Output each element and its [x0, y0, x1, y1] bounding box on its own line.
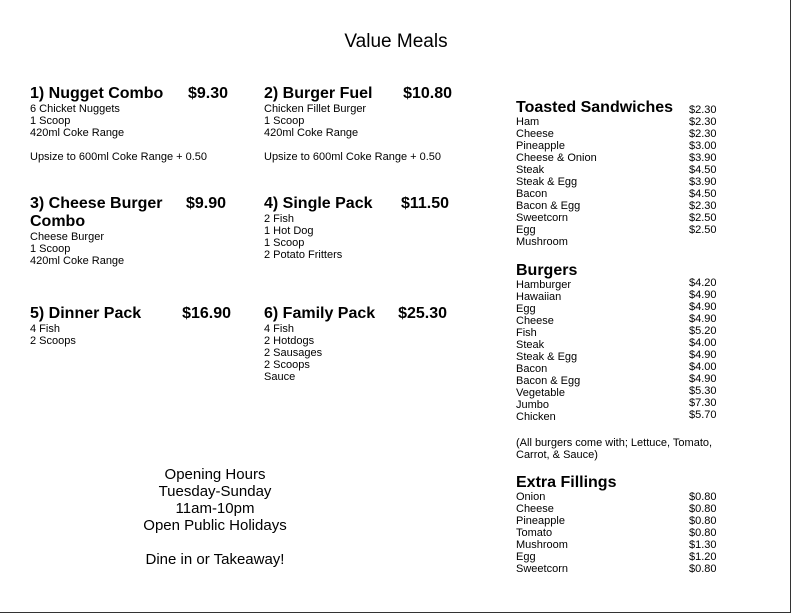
menu-item-name: Hawaiian — [516, 291, 562, 303]
meal-4-price: $11.50 — [400, 195, 449, 212]
meal-2-upsize: Upsize to 600ml Coke Range + 0.50 — [264, 151, 442, 163]
toasted-sandwiches-title: Toasted Sandwiches — [516, 99, 674, 116]
meal-4 — [264, 195, 449, 261]
menu-item-price: $2.30 — [689, 116, 717, 128]
menu-item-price: $4.00 — [689, 337, 717, 349]
menu-item-name: Sweetcorn — [516, 212, 568, 224]
meal-item: 1 Scoop — [30, 243, 71, 255]
menu-item-price: $2.30 — [689, 104, 717, 116]
meal-2-name: 2) Burger Fuel — [264, 85, 373, 102]
menu-item-name: Steak — [516, 339, 545, 351]
meal-item: 1 Hot Dog — [264, 225, 314, 237]
menu-item-name: Hamburger — [516, 279, 572, 291]
menu-item-name: Pineapple — [516, 140, 565, 152]
toasted-sandwiches-section — [516, 99, 718, 248]
meal-item: 1 Scoop — [264, 237, 305, 249]
meal-6-header — [264, 305, 447, 323]
menu-item-price: $5.30 — [689, 385, 717, 397]
menu-item-name: Bacon — [516, 363, 548, 375]
menu-item-price: $7.30 — [689, 397, 717, 409]
menu-item-price: $0.80 — [689, 563, 717, 575]
meal-2 — [264, 85, 452, 163]
meal-1-header — [30, 85, 228, 103]
meal-2-header — [264, 85, 452, 103]
menu-item-price: $2.30 — [689, 200, 717, 212]
meal-item: 2 Scoops — [30, 335, 76, 347]
menu-item-name: Steak & Egg — [516, 351, 578, 363]
meal-6-price: $25.30 — [398, 305, 447, 322]
menu-item-name: Bacon & Egg — [516, 200, 581, 212]
menu-item-name: Bacon — [516, 188, 548, 200]
menu-item-name: Mushroom — [516, 539, 568, 551]
menu-item-price: $4.90 — [689, 313, 717, 325]
menu-item-name: Tomato — [516, 527, 553, 539]
menu-item-name: Egg — [516, 224, 536, 236]
meal-item: 420ml Coke Range — [30, 127, 125, 139]
menu-item-name: Bacon & Egg — [516, 375, 581, 387]
menu-item-name: Cheese — [516, 315, 554, 327]
menu-item-name: Ham — [516, 116, 540, 128]
menu-item-price: $0.80 — [689, 527, 717, 539]
meal-item: 2 Scoops — [264, 359, 310, 371]
menu-item-price: $4.90 — [689, 289, 717, 301]
menu-item-price: $5.70 — [689, 409, 717, 421]
page-title: Value Meals — [344, 31, 448, 52]
menu-item-price: $4.00 — [689, 361, 717, 373]
filling-items — [516, 491, 568, 575]
menu-item-price: $3.00 — [689, 140, 717, 152]
meal-1-name: 1) Nugget Combo — [30, 85, 164, 102]
dine-in-takeaway: Dine in or Takeaway! — [145, 551, 285, 568]
meal-3-header — [30, 195, 226, 231]
menu-item-price: $4.90 — [689, 373, 717, 385]
meal-item: 420ml Coke Range — [264, 127, 359, 139]
menu-item-price: $4.20 — [689, 277, 717, 289]
meal-item: 1 Scoop — [264, 115, 305, 127]
hours-time: 11am-10pm — [175, 500, 255, 517]
meal-item: 4 Fish — [264, 323, 294, 335]
meal-6 — [264, 305, 447, 383]
meal-item: Chicken Fillet Burger — [264, 103, 367, 115]
menu-item-name: Cheese — [516, 128, 554, 140]
meal-item: 1 Scoop — [30, 115, 71, 127]
menu-item-name: Steak — [516, 164, 545, 176]
menu-item-name: Steak & Egg — [516, 176, 578, 188]
menu-item-name: Sweetcorn — [516, 563, 568, 575]
meal-item: 420ml Coke Range — [30, 255, 125, 267]
meal-item: Sauce — [264, 371, 296, 383]
menu-item-price: $2.50 — [689, 212, 717, 224]
menu-item-price: $4.90 — [689, 349, 717, 361]
toasted-items — [516, 116, 597, 248]
extra-fillings-title: Extra Fillings — [516, 474, 617, 491]
filling-prices — [689, 491, 717, 575]
menu-item-price: $5.20 — [689, 325, 717, 337]
meal-5-name: 5) Dinner Pack — [30, 305, 142, 322]
meal-1-price: $9.30 — [187, 85, 228, 102]
burger-items — [516, 279, 580, 423]
meal-1 — [30, 85, 228, 163]
hours-days: Tuesday-Sunday — [158, 483, 272, 500]
menu-item-price: $4.50 — [689, 188, 717, 200]
menu-item-name: Onion — [516, 491, 546, 503]
meal-1-upsize: Upsize to 600ml Coke Range + 0.50 — [30, 151, 208, 163]
meal-5-price: $16.90 — [182, 305, 231, 322]
burger-prices — [689, 277, 717, 421]
meal-item: 2 Hotdogs — [264, 335, 315, 347]
menu-item-name: Cheese — [516, 503, 554, 515]
meal-3 — [30, 195, 226, 267]
menu-item-price: $3.90 — [689, 152, 717, 164]
opening-hours — [120, 466, 310, 568]
toasted-prices — [689, 104, 717, 236]
extra-fillings-section — [516, 474, 718, 575]
hours-heading: Opening Hours — [164, 466, 266, 483]
menu-item-name: Jumbo — [516, 399, 550, 411]
meal-item: 2 Fish — [264, 213, 294, 225]
meal-item: 2 Potato Fritters — [264, 249, 343, 261]
menu-item-price: $1.20 — [689, 551, 717, 563]
menu-item-price: $4.90 — [689, 301, 717, 313]
meal-3-name: 3) Cheese Burger Combo — [30, 195, 163, 230]
menu-item-name: Mushroom — [516, 236, 568, 248]
burgers-note: (All burgers come with; Lettuce, Tomato, Carrot, & Sauce) — [516, 437, 713, 461]
menu-item-name: Chicken — [516, 411, 556, 423]
menu-item-price: $0.80 — [689, 515, 717, 527]
meal-2-price: $10.80 — [403, 85, 452, 102]
meal-item: 2 Sausages — [264, 347, 323, 359]
menu-item-name: Egg — [516, 303, 536, 315]
menu-item-name: Egg — [516, 551, 536, 563]
meal-item: 4 Fish — [30, 323, 60, 335]
hours-holidays: Open Public Holidays — [143, 517, 287, 534]
menu-item-name: Fish — [516, 327, 537, 339]
menu-item-price: $3.90 — [689, 176, 717, 188]
menu-item-price: $0.80 — [689, 491, 717, 503]
meal-item: Cheese Burger — [30, 231, 104, 243]
menu-item-price: $2.30 — [689, 128, 717, 140]
meal-4-header — [264, 195, 449, 213]
menu-item-price: $1.30 — [689, 539, 717, 551]
meal-5-header — [30, 305, 231, 323]
meal-item: 6 Chicket Nuggets — [30, 103, 120, 115]
menu-item-name: Pineapple — [516, 515, 565, 527]
meal-3-price: $9.90 — [185, 195, 226, 212]
burgers-title: Burgers — [516, 262, 578, 279]
meal-4-name: 4) Single Pack — [264, 195, 373, 212]
menu-item-price: $0.80 — [689, 503, 717, 515]
menu-item-name: Vegetable — [516, 387, 565, 399]
meal-5 — [30, 305, 231, 347]
burgers-section — [516, 262, 718, 423]
meal-6-name: 6) Family Pack — [264, 305, 376, 322]
menu-item-price: $4.50 — [689, 164, 717, 176]
menu-item-name: Cheese & Onion — [516, 152, 597, 164]
menu-item-price: $2.50 — [689, 224, 717, 236]
